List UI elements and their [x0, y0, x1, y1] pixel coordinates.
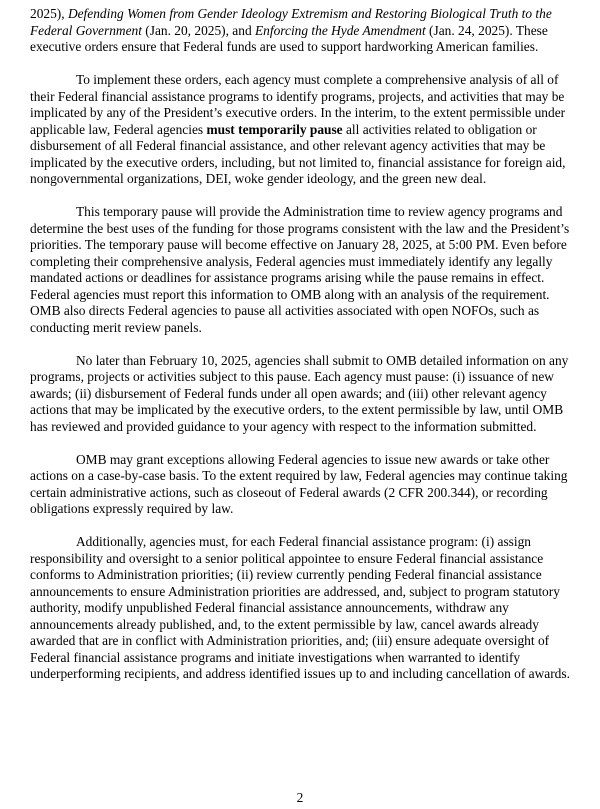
paragraph2-text-end: all activities related to obligation or disbursement of all Federal financial assistance, and other relevant agency activities that may be implicated by the executive orders, including, but not limited to, financial assistance for foreign aid, nongovernmental organizations, DEI, woke gender ideology, and the green new deal. [30, 121, 566, 186]
paragraph-exceptions: OMB may grant exceptions allowing Federal agencies to issue new awards or take other actions on a case-by-case basis. To the extent required by law, Federal agencies may continue taking certain administrative actions, such as closeout of Federal awards (2 CFR 200.344), or recording obligations expressly required by law. [30, 451, 568, 516]
paragraph-additional-requirements: Additionally, agencies must, for each Federal financial assistance program: (i) assign responsibility and oversight to a senior political appointee to ensure Federal financial assistance conforms to Administration priorities; (ii) review currently pending Federal financial assistance announcements to ensure Administration priorities are addressed, and, subject to program statutory authority, modify unpublished Federal financial assistance announcements, withdraw any announcements already published, and, to the extent permissible by law, cancel awards already awarded that are in conflict with Administration priorities, and; (iii) ensure adequate oversight of Federal financial assistance programs and initiate investigations when warranted to identify underperforming recipients, and address identified issues up to and including cancellation of awards. [30, 534, 570, 681]
eo-title-defending-women: Defending Women from Gender Ideology Extremism and Restoring Biological Truth to the Federal Government [30, 6, 552, 38]
paragraph-submission-deadline: No later than February 10, 2025, agencies shall submit to OMB detailed information on any programs, projects or activities subject to this pause. Each agency must pause: (i) issuance of new awards; (ii) disbursement of Federal funds under all open awards; and (iii) other relevant agency actions that may be implicated by the executive orders, to the extent permissible by law, until OMB has reviewed and provided guidance to your agency with respect to the information submitted. [30, 352, 569, 434]
paragraph2-text-start: To implement these orders, each agency must complete a comprehensive analysis of all of their Federal financial assistance programs to identify programs, projects, and activities that may be implicated by any of the President’s executive orders. In the interim, to the extent permissible under applicable law, Federal agencies [30, 72, 566, 137]
paragraph1-text-end: (Jan. 24, 2025). These executive orders ensure that Federal funds are used to support hardworking American families. [30, 22, 548, 54]
page-number: 2 [296, 790, 304, 805]
paragraph-temporary-pause: This temporary pause will provide the Administration time to review agency programs and determine the best uses of the funding for those programs consistent with the law and the President’s priorities. The temporary pause will become effective on January 28, 2025, at 5:00 PM. Even before completing their comprehensive analysis, Federal agencies must immediately identify any legally mandated actions or deadlines for assistance programs arising while the pause remains in effect. Federal agencies must report this information to OMB along with an analysis of the requirement. OMB also directs Federal agencies to pause all activities associated with open NOFOs, such as conducting merit review panels. [30, 204, 570, 335]
emphasis-temporary-pause: must temporarily pause [206, 121, 343, 137]
paragraph-implementation [30, 72, 570, 188]
eo-title-hyde-amendment: Enforcing the Hyde Amendment [255, 22, 426, 38]
paragraph-executive-orders [30, 6, 570, 56]
paragraph1-text-mid: (Jan. 20, 2025), and [141, 22, 255, 38]
paragraph1-text-start: 2025), [30, 6, 68, 21]
